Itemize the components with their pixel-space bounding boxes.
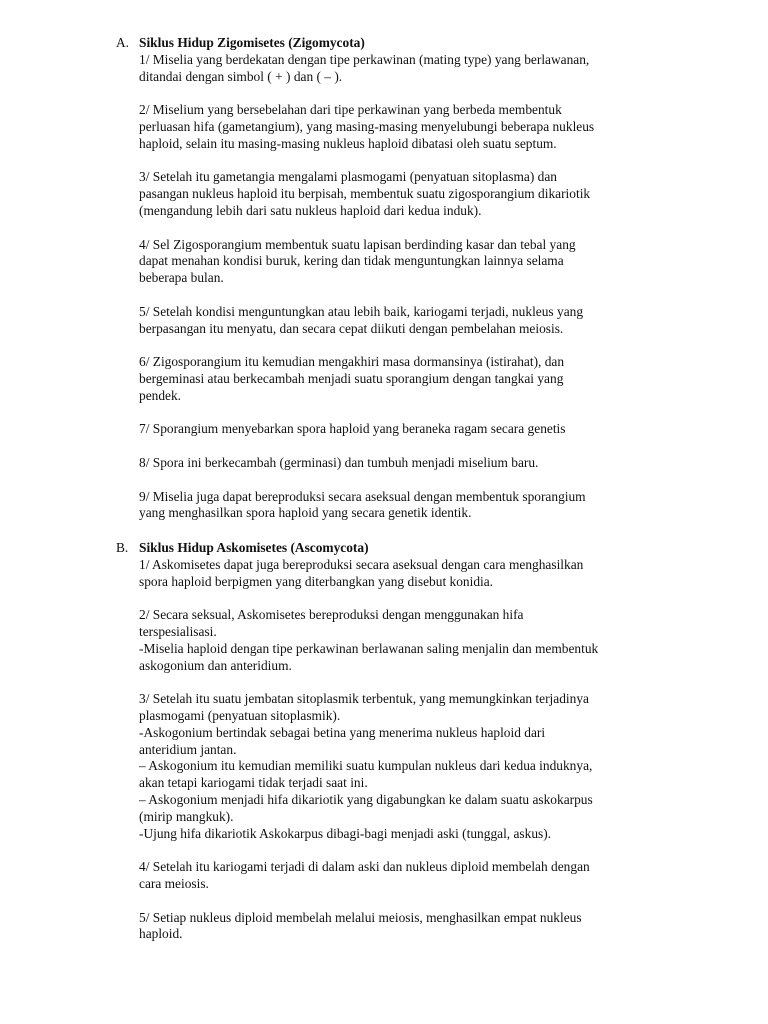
- text-line: 4/ Sel Zigosporangium membentuk suatu lapisan berdinding kasar dan tebal yang: [139, 236, 576, 252]
- paragraph: [139, 691, 676, 842]
- text-line: 3/ Setelah itu suatu jembatan sitoplasmik terbentuk, yang memungkinkan terjadinya: [139, 691, 589, 707]
- paragraph: [139, 859, 676, 893]
- text-line: 9/ Miselia juga dapat bereproduksi secara aseksual dengan membentuk sporangium: [139, 488, 586, 504]
- text-line: haploid, selain itu masing-masing nukleus haploid dibatasi oleh suatu septum.: [139, 135, 557, 151]
- text-line: pendek.: [139, 387, 182, 403]
- section-title: Siklus Hidup Zigomisetes (Zigomycota): [139, 35, 365, 50]
- text-line: 5/ Setelah kondisi menguntungkan atau lebih baik, kariogami terjadi, nukleus yang: [139, 303, 584, 319]
- text-line: dapat menahan kondisi buruk, kering dan tidak menguntungkan lainnya selama: [139, 253, 564, 269]
- section-marker: B.: [116, 540, 129, 555]
- text-line: pasangan nukleus haploid itu berpisah, membentuk suatu zigosporangium dikariotik: [139, 186, 591, 202]
- paragraph: [139, 455, 676, 472]
- paragraph: [139, 607, 676, 674]
- text-line: 1/ Askomisetes dapat juga bereproduksi secara aseksual dengan cara menghasilkan: [139, 556, 584, 572]
- text-line: berpasangan itu menyatu, dan secara cepat diikuti dengan pembelahan meiosis.: [139, 320, 564, 336]
- paragraph: [139, 169, 676, 219]
- text-line: plasmogami (penyatuan sitoplasmik).: [139, 707, 341, 723]
- text-line: askogonium dan anteridium.: [139, 657, 292, 673]
- section-body: [139, 35, 676, 522]
- section-title: Siklus Hidup Askomisetes (Ascomycota): [139, 540, 369, 555]
- text-line: yang menghasilkan spora haploid yang secara genetik identik.: [139, 505, 472, 521]
- paragraph: [139, 52, 676, 86]
- text-line: 2/ Secara seksual, Askomisetes bereproduksi dengan menggunakan hifa: [139, 607, 524, 623]
- text-line: -Miselia haploid dengan tipe perkawinan berlawanan saling menjalin dan membentuk: [139, 640, 599, 656]
- text-line: -Ujung hifa dikariotik Askokarpus dibagi-bagi menjadi aski (tunggal, askus).: [139, 825, 552, 841]
- section-body: [139, 540, 676, 943]
- text-line: 7/ Sporangium menyebarkan spora haploid yang beraneka ragam secara genetis: [139, 421, 566, 437]
- text-line: haploid.: [139, 926, 183, 942]
- text-line: -Askogonium bertindak sebagai betina yang menerima nukleus haploid dari: [139, 724, 546, 740]
- paragraph: [139, 557, 676, 591]
- section-marker: A.: [116, 35, 130, 50]
- text-line: 6/ Zigosporangium itu kemudian mengakhiri masa dormansinya (istirahat), dan: [139, 354, 565, 370]
- text-line: (mirip mangkuk).: [139, 808, 234, 824]
- text-line: perluasan hifa (gametangium), yang masing-masing menyelubungi beberapa nukleus: [139, 118, 595, 134]
- paragraph: [139, 237, 676, 287]
- text-line: 2/ Miselium yang bersebelahan dari tipe perkawinan yang berbeda membentuk: [139, 102, 562, 118]
- paragraph: [139, 910, 676, 944]
- text-line: 8/ Spora ini berkecambah (germinasi) dan tumbuh menjadi miselium baru.: [139, 454, 539, 470]
- text-line: spora haploid berpigmen yang diterbangkan yang disebut konidia.: [139, 573, 494, 589]
- section-zigomycota: [116, 35, 676, 539]
- text-line: (mengandung lebih dari satu nukleus haploid dari kedua induk).: [139, 202, 482, 218]
- text-line: akan tetapi kariogami tidak terjadi saat ini.: [139, 775, 368, 791]
- text-line: cara meiosis.: [139, 875, 209, 891]
- text-line: ditandai dengan simbol ( + ) dan ( – ).: [139, 68, 343, 84]
- text-line: beberapa bulan.: [139, 270, 224, 286]
- paragraph: [139, 102, 676, 152]
- text-line: 4/ Setelah itu kariogami terjadi di dalam aski dan nukleus diploid membelah dengan: [139, 859, 590, 875]
- text-line: terspesialisasi.: [139, 623, 217, 639]
- text-line: anteridium jantan.: [139, 741, 237, 757]
- text-line: 1/ Miselia yang berdekatan dengan tipe perkawinan (mating type) yang berlawanan,: [139, 51, 590, 67]
- text-line: bergeminasi atau berkecambah menjadi suatu sporangium dengan tangkai yang: [139, 370, 564, 386]
- text-line: 3/ Setelah itu gametangia mengalami plasmogami (penyatuan sitoplasma) dan: [139, 169, 557, 185]
- paragraph: [139, 489, 676, 523]
- paragraph: [139, 354, 676, 404]
- section-ascomycota: [116, 540, 676, 960]
- text-line: – Askogonium itu kemudian memiliki suatu kumpulan nukleus dari kedua induknya,: [139, 758, 593, 774]
- text-line: – Askogonium menjadi hifa dikariotik yang digabungkan ke dalam suatu askokarpus: [139, 791, 593, 807]
- paragraph: [139, 421, 676, 438]
- paragraph: [139, 304, 676, 338]
- text-line: 5/ Setiap nukleus diploid membelah melalui meiosis, menghasilkan empat nukleus: [139, 909, 582, 925]
